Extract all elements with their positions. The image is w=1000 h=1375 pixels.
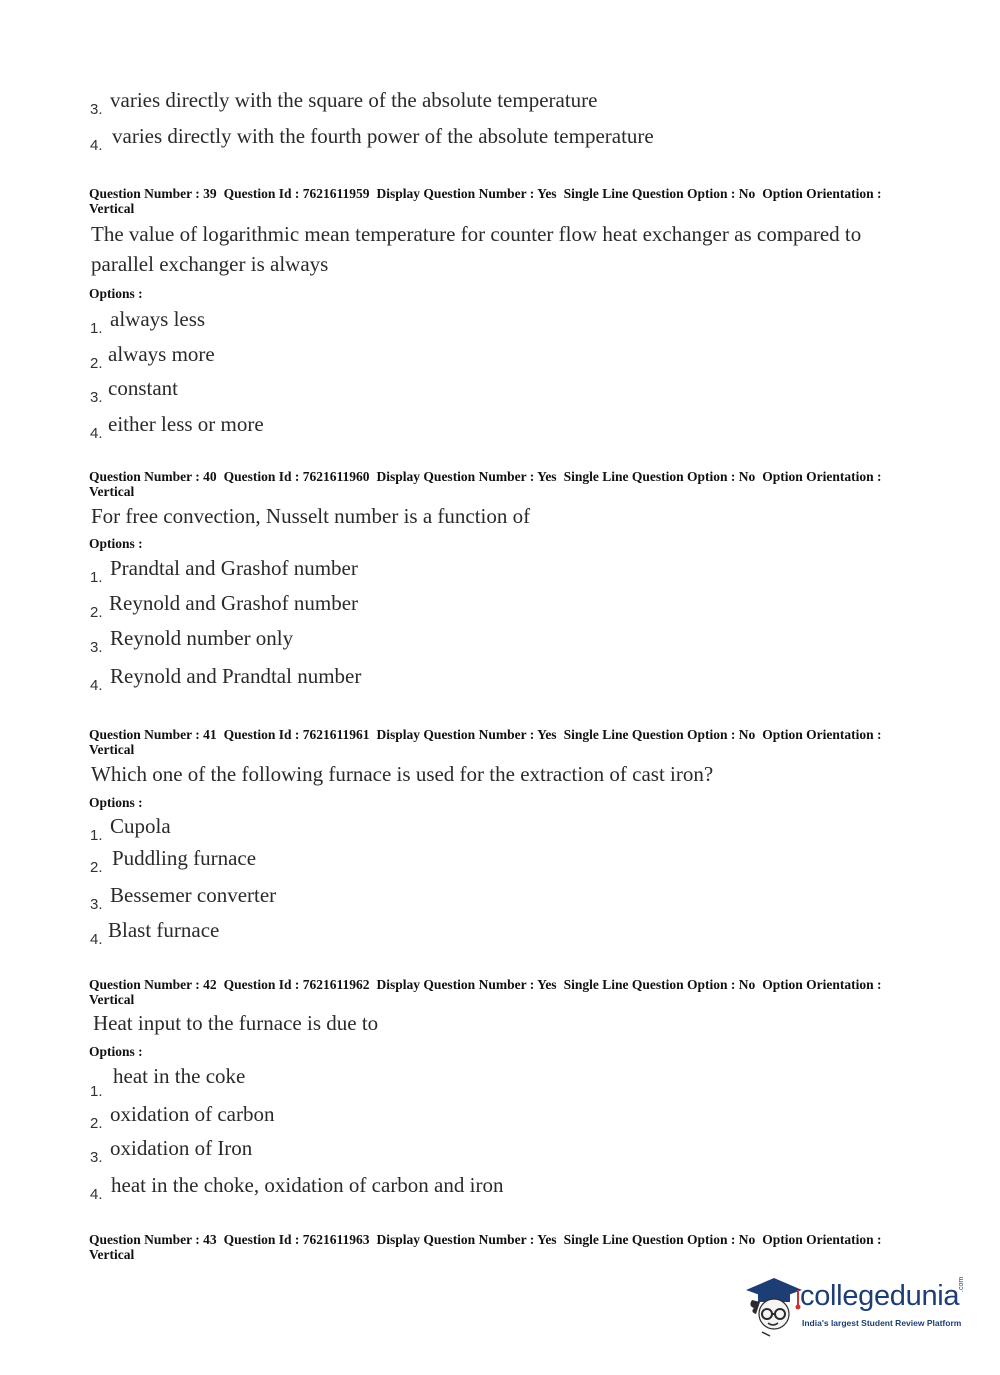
option-text: Reynold and Prandtal number bbox=[110, 664, 362, 688]
option-number: 2. bbox=[90, 355, 103, 372]
option-number: 3. bbox=[90, 1149, 103, 1166]
option-text: constant bbox=[108, 376, 178, 400]
option-text: always more bbox=[108, 342, 215, 366]
question-meta-39: Question Number : 39 Question Id : 7621611959 Display Question Number : Yes Single Line Question Option : No Option Orientation : Vertical bbox=[89, 186, 882, 216]
option-1 bbox=[88, 307, 968, 337]
option-number: 3. bbox=[90, 101, 103, 118]
question-meta-43: Question Number : 43 Question Id : 7621611963 Display Question Number : Yes Single Line Question Option : No Option Orientation : Vertical bbox=[89, 1232, 882, 1262]
question-text-42: Heat input to the furnace is due to bbox=[93, 1011, 379, 1035]
option-4 bbox=[88, 664, 968, 694]
question-meta-42: Question Number : 42 Question Id : 7621611962 Display Question Number : Yes Single Line Question Option : No Option Orientation : Vertical bbox=[89, 977, 882, 1007]
option-text: Prandtal and Grashof number bbox=[110, 556, 358, 580]
option-2 bbox=[88, 342, 968, 372]
option-number: 3. bbox=[90, 639, 103, 656]
option-text: heat in the coke bbox=[113, 1064, 246, 1088]
option-text: oxidation of carbon bbox=[110, 1102, 275, 1126]
option-4 bbox=[88, 412, 968, 442]
option-3 bbox=[88, 376, 968, 406]
option-3 bbox=[88, 1136, 968, 1166]
option-number: 4. bbox=[90, 677, 103, 694]
option-3 bbox=[88, 626, 968, 656]
question-text-39: The value of logarithmic mean temperature for counter flow heat exchanger as compared to parallel exchanger is always bbox=[91, 222, 862, 276]
option-4 bbox=[88, 1173, 968, 1203]
option-number: 4. bbox=[90, 137, 103, 154]
option-number: 3. bbox=[90, 896, 103, 913]
options-label: Options : bbox=[89, 286, 143, 301]
question-meta-40: Question Number : 40 Question Id : 7621611960 Display Question Number : Yes Single Line Question Option : No Option Orientation : Vertical bbox=[89, 469, 882, 499]
option-number: 4. bbox=[90, 425, 103, 442]
option-text: Reynold and Grashof number bbox=[109, 591, 359, 615]
option-1 bbox=[88, 1064, 968, 1100]
options-label: Options : bbox=[89, 795, 143, 810]
options-label: Options : bbox=[89, 1044, 143, 1059]
option-number: 1. bbox=[90, 569, 103, 586]
mascot-icon bbox=[742, 1270, 804, 1340]
option-4 bbox=[88, 918, 968, 948]
option-text: Puddling furnace bbox=[112, 846, 257, 870]
option-number: 2. bbox=[90, 604, 103, 621]
option-text: Cupola bbox=[110, 814, 171, 838]
option-1 bbox=[88, 556, 968, 586]
brand-tagline: India's largest Student Review Platform bbox=[802, 1318, 962, 1328]
brand-domain: .com bbox=[958, 1276, 965, 1292]
option-text: Bessemer converter bbox=[110, 883, 277, 907]
question-meta-41: Question Number : 41 Question Id : 7621611961 Display Question Number : Yes Single Line Question Option : No Option Orientation : Vertical bbox=[89, 727, 882, 757]
option-text: either less or more bbox=[108, 412, 264, 436]
carryover-option-4 bbox=[88, 124, 968, 154]
option-3 bbox=[88, 883, 968, 913]
option-1 bbox=[88, 814, 968, 844]
option-text: varies directly with the square of the absolute temperature bbox=[110, 88, 598, 112]
option-text: varies directly with the fourth power of the absolute temperature bbox=[112, 124, 654, 148]
option-text: oxidation of Iron bbox=[110, 1136, 253, 1160]
options-label: Options : bbox=[89, 536, 143, 551]
option-text: heat in the choke, oxidation of carbon and iron bbox=[111, 1173, 504, 1197]
option-text: Blast furnace bbox=[108, 918, 220, 942]
option-number: 2. bbox=[90, 1115, 103, 1132]
option-number: 1. bbox=[90, 1083, 103, 1100]
carryover-option-3 bbox=[88, 88, 968, 118]
option-2 bbox=[88, 591, 968, 621]
option-number: 1. bbox=[90, 827, 103, 844]
option-text: Reynold number only bbox=[110, 626, 294, 650]
option-number: 4. bbox=[90, 931, 103, 948]
option-number: 4. bbox=[90, 1186, 103, 1203]
option-text: always less bbox=[110, 307, 206, 331]
question-text-40: For free convection, Nusselt number is a function of bbox=[91, 504, 531, 528]
option-number: 3. bbox=[90, 389, 103, 406]
option-2 bbox=[88, 846, 968, 876]
question-text-41: Which one of the following furnace is used for the extraction of cast iron? bbox=[91, 762, 714, 786]
option-number: 1. bbox=[90, 320, 103, 337]
option-2 bbox=[88, 1102, 968, 1132]
option-number: 2. bbox=[90, 859, 103, 876]
brand-name: collegedunia bbox=[800, 1280, 960, 1312]
collegedunia-logo bbox=[742, 1270, 972, 1340]
